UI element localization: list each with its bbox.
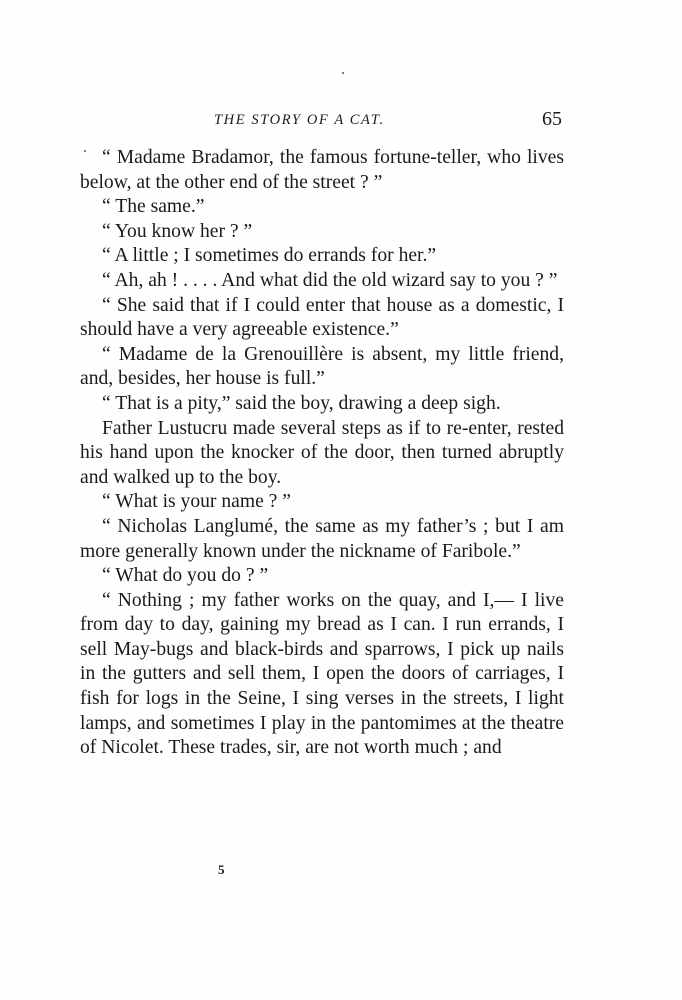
paragraph: “ She said that if I could enter that house as a domestic, I should have a very agreeable existence.” [80, 294, 564, 341]
paragraph: “ What is your name ? ” [102, 491, 291, 513]
running-title: THE STORY OF A CAT. [214, 112, 385, 128]
signature-mark: 5 [218, 862, 225, 877]
paragraph: “ Ah, ah ! . . . . And what did the old wizard say to you ? ” [102, 269, 558, 291]
paragraph: “ What do you do ? ” [102, 565, 269, 587]
paragraph: “ Madame de la Grenouillère is absent, my little friend, and, besides, her house is full.” [80, 343, 564, 390]
paragraph: “ A little ; I sometimes do errands for her.” [102, 245, 437, 267]
paragraph: “ Nicholas Langlumé, the same as my father’s ; but I am more generally known under the nickname of Faribole.” [80, 515, 564, 562]
paragraph: “ You know her ? ” [102, 220, 253, 242]
paragraph: Father Lustucru made several steps as if to re-enter, rested his hand upon the knocker of the door, then turned abruptly and walked up to the boy. [80, 417, 564, 488]
paragraph: “ That is a pity,” said the boy, drawing a deep sigh. [102, 392, 501, 414]
body-text [80, 146, 564, 761]
page-number: 65 [542, 108, 562, 130]
paragraph: “ The same.” [102, 196, 205, 218]
paragraph: “ Madame Bradamor, the famous fortune-teller, who lives below, at the other end of the street ? ” [80, 147, 564, 193]
running-head [80, 108, 564, 134]
paragraph: “ Nothing ; my father works on the quay, and I,— I live from day to day, gaining my bread as I can. I run errands, I sell May-bugs and black-birds and sparrows, I pick up nails in the gutters and sell them, I open the doors of carriages, I fish for logs in the Seine, I sing verses in the streets, I light lamps, and sometimes I play in the pantomimes at the theatre of Nicolet. These trades, sir, are not worth much ; and [80, 589, 564, 759]
paper-speck [342, 72, 344, 74]
